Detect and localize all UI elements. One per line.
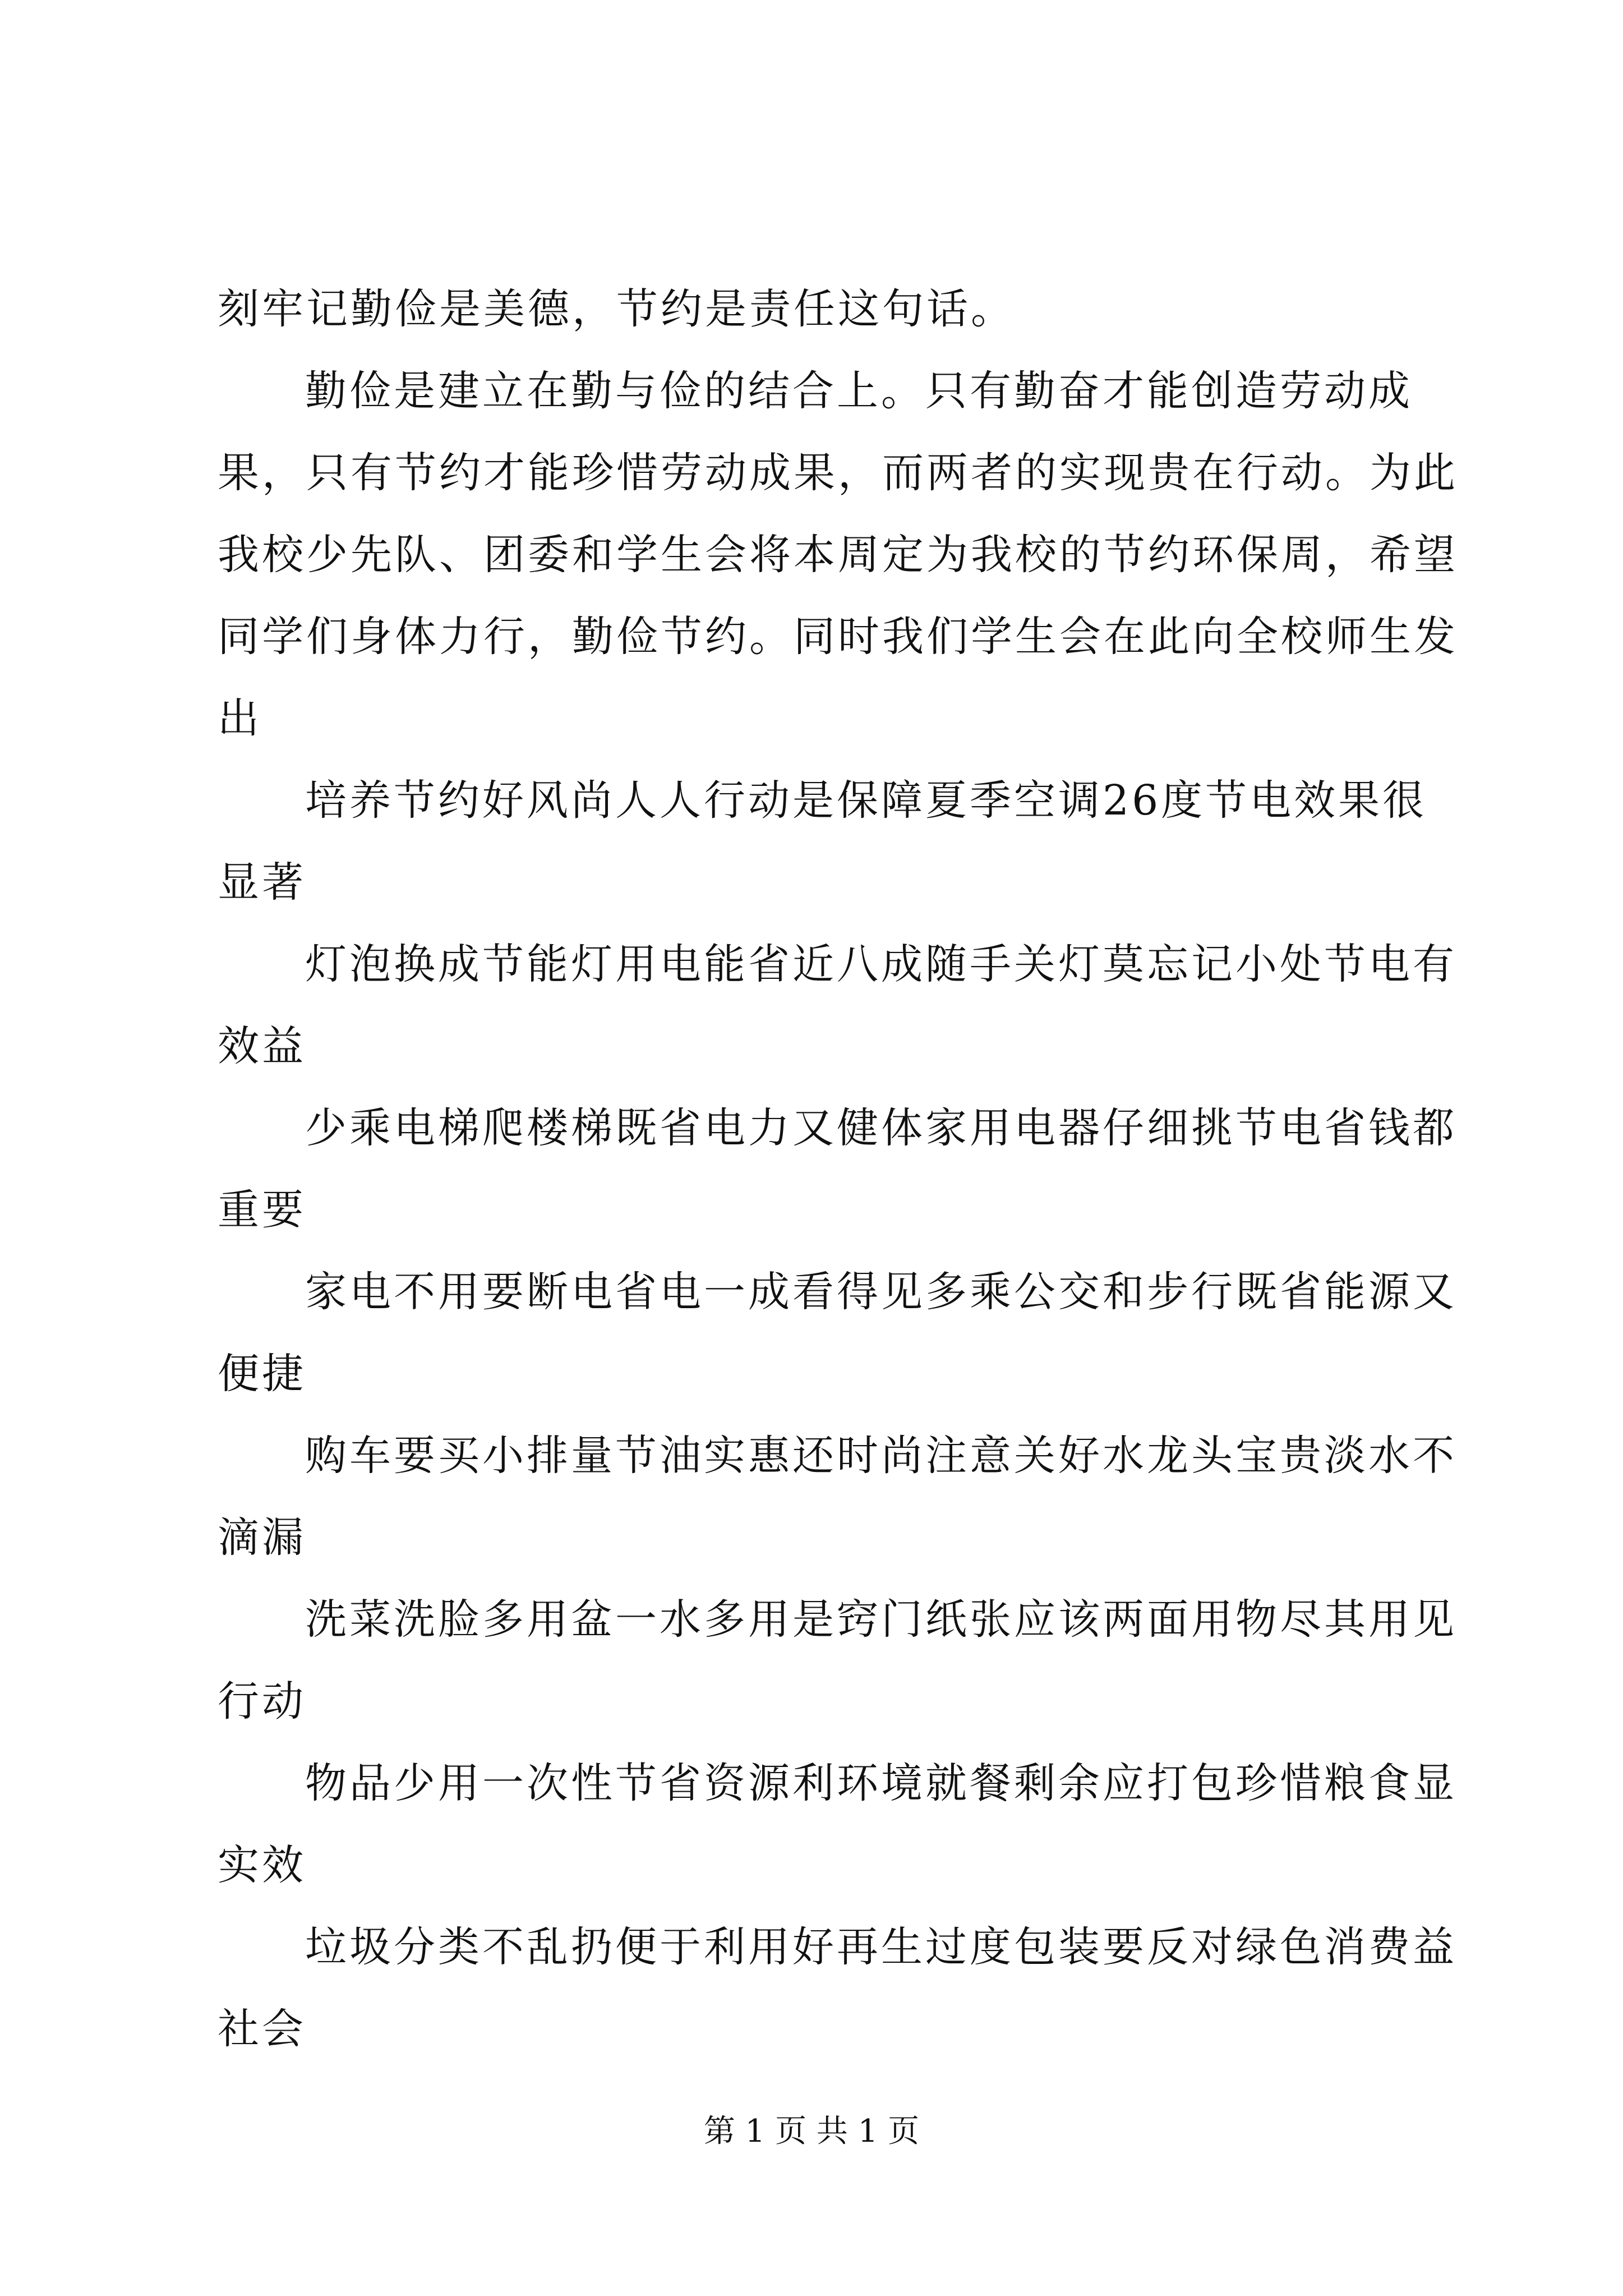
paragraph: 刻牢记勤俭是美德，节约是责任这句话。 xyxy=(218,285,1015,333)
paragraph: 培养节约好风尚人人行动是保障夏季空调26度节电效果很显著 xyxy=(218,776,1427,907)
paragraph: 垃圾分类不乱扔便于利用好再生过度包装要反对绿色消费益社会 xyxy=(218,1923,1457,2053)
paragraph: 灯泡换成节能灯用电能省近八成随手关灯莫忘记小处节电有效益 xyxy=(218,940,1457,1070)
paragraph: 少乘电梯爬楼梯既省电力又健体家用电器仔细挑节电省钱都重要 xyxy=(218,1104,1457,1234)
page-footer: 第 1 页 共 1 页 xyxy=(703,2113,920,2150)
paragraph: 勤俭是建立在勤与俭的结合上。只有勤奋才能创造劳动成果，只有节约才能珍惜劳动成果，而两者的实现贵在行动。为此我校少先队、团委和学生会将本周定为我校的节约环保周，希望同学们身体力行，勤俭节约。同时我们学生会在此向全校师生发出 xyxy=(218,367,1458,743)
paragraph: 洗菜洗脸多用盆一水多用是窍门纸张应该两面用物尽其用见行动 xyxy=(218,1595,1457,1726)
paragraph: 购车要买小排量节油实惠还时尚注意关好水龙头宝贵淡水不滴漏 xyxy=(218,1432,1457,1562)
paragraph: 家电不用要断电省电一成看得见多乘公交和步行既省能源又便捷 xyxy=(218,1268,1457,1398)
document-body xyxy=(218,268,1468,2070)
paragraph: 物品少用一次性节省资源利环境就餐剩余应打包珍惜粮食显实效 xyxy=(218,1759,1457,1889)
